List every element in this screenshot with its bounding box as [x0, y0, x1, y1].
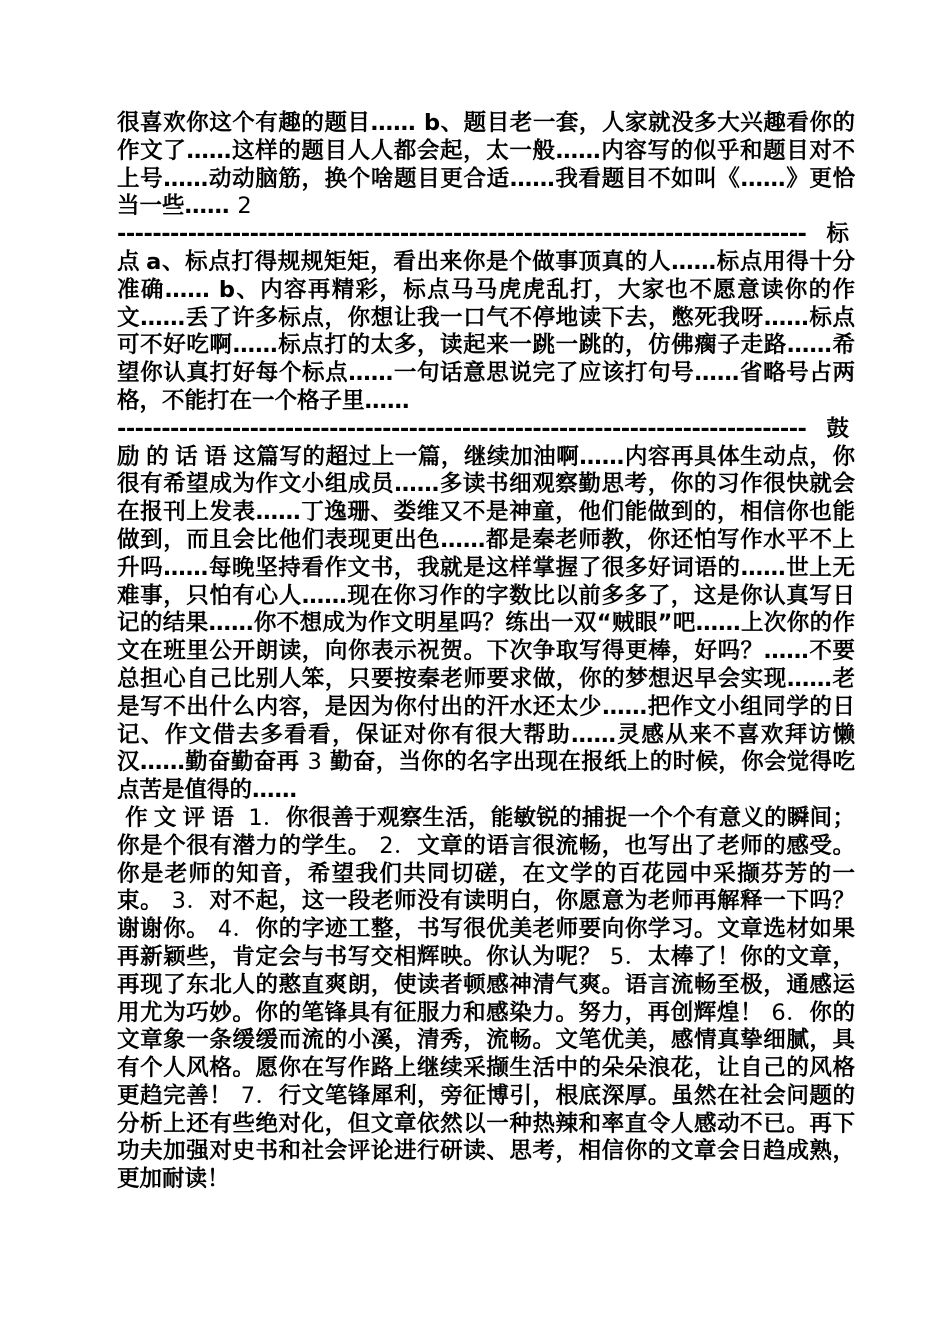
item-number: 5． — [609, 943, 648, 970]
comment-text: 你的字迹工整，书写很优美老师要向你学习。文章选材如果再新颖些，肯定会与书写交相辉映。你认为呢？ — [117, 916, 855, 970]
comment-text: 对不起，这一段老师没有读明白，你愿意为老师再解释一下吗？谢谢你。 — [117, 888, 855, 943]
section-heading-essay-comments: 作文评语 — [125, 804, 241, 831]
dash-divider: ------------------------------------------------------------------------------ — [117, 415, 807, 442]
comment-text: 行文笔锋犀利，旁征博引，根底深厚。虽然在社会问题的分析上还有些绝对化，但文章依然以一种热辣和率直令人感动不已。再下功夫加强对史书和社会评论进行研读、思考，相信你的文章会日趋成熟，更加耐读！ — [117, 1082, 855, 1193]
paragraph-punctuation — [117, 221, 855, 416]
dash-divider: ------------------------------------------------------------------------------ — [117, 221, 807, 248]
item-number: 6． — [771, 999, 810, 1026]
paragraph-text: 勤奋，当你的名字出现在报纸上的时候，你会觉得吃点苦是值得的…… — [117, 749, 855, 804]
paragraph-encouragement — [117, 416, 855, 805]
comment-text: 太棒了！你的文章，再现了东北人的憨直爽朗，使读者顿感神清气爽。语言流畅至极，通感运用尤为巧妙。你的笔锋具有征服力和感染力。努力，再创辉煌！ — [117, 943, 855, 1026]
paragraph-text: 这篇写的超过上一篇，继续加油啊……内容再具体生动点，你很有希望成为作文小组成员……多读书细观察勤思考，你的习作很快就会在报刊上发表……丁逸珊、娄维又不是神童，他们能做到的，相信你也能做到，而且会比他们表现更出色……都是秦老师教，你还怕写作水平不上升吗……每晚坚持看作文书，我就是这样掌握了很多好词语的……世上无难事，只怕有心人……现在你习作的字数比以前多多了，这是你认真写日记的结果……你不想成为作文明星吗？练出一双“贼眼”吧……上次你的作文在班里公开朗读，向你表示祝贺。下次争取写得更棒，好吗？……不要总担心自己比别人笨，只要按秦老师要求做，你的梦想迟早会实现……老是写不出什么内容，是因为你付出的汗水还太少……把作文小组同学的日记、作文借去多看看，保证对你有很大帮助……灵感从来不喜欢拜访懒汉……勤奋勤奋再 — [117, 443, 855, 776]
item-number: 3． — [171, 888, 210, 915]
page-number: 2 — [237, 193, 252, 220]
comment-text: 你很善于观察生活，能敏锐的捕捉一个个有意义的瞬间；你是个很有潜力的学生。 — [117, 804, 855, 859]
comment-text: 你的文章象一条缓缓而流的小溪，清秀，流畅。文笔优美，感情真挚细腻，具有个人风格。愿你在写作路上继续采撷生活中的朵朵浪花，让自己的风格更趋完善！ — [117, 999, 855, 1109]
section-heading-punctuation: 标点 — [117, 221, 855, 275]
item-number: 1． — [248, 804, 286, 831]
comment-text: 文章的语言很流畅，也写出了老师的感受。你是老师的知音，希望我们共同切磋，在文学的百花园中采撷芬芳的一束。 — [117, 832, 855, 915]
paragraph-text: 很喜欢你这个有趣的题目…… b、题目老一套，人家就没多大兴趣看你的作文了……这样的题目人人都会起，太一般……内容写的似乎和题目对不上号……动动脑筋，换个啥题目更合适……我看题目不如叫《……》更恰当一些…… — [117, 110, 855, 220]
paragraph-title-comments — [117, 110, 855, 221]
item-number: 2． — [379, 832, 418, 859]
paragraph-text: a、标点打得规规矩矩，看出来你是个做事顶真的人……标点用得十分准确…… b、内容再精彩，标点马马虎虎乱打，大家也不愿意读你的作文……丢了许多标点，你想让我一口气不停地读下去，憋死我呀……标点可不好吃啊……标点打的太多，读起来一跳一跳的，仿佛瘸子走路……希望你认真打好每个标点……一句话意思说完了应该打句号……省略号占两格，不能打在一个格子里…… — [117, 248, 855, 414]
section-heading-encouragement: 鼓励的话语 — [117, 415, 855, 470]
item-number: 7． — [240, 1082, 279, 1109]
document-body — [117, 110, 855, 1194]
page-number: 3 — [307, 749, 322, 776]
paragraph-essay-comments — [117, 805, 855, 1194]
item-number: 4． — [217, 916, 256, 943]
